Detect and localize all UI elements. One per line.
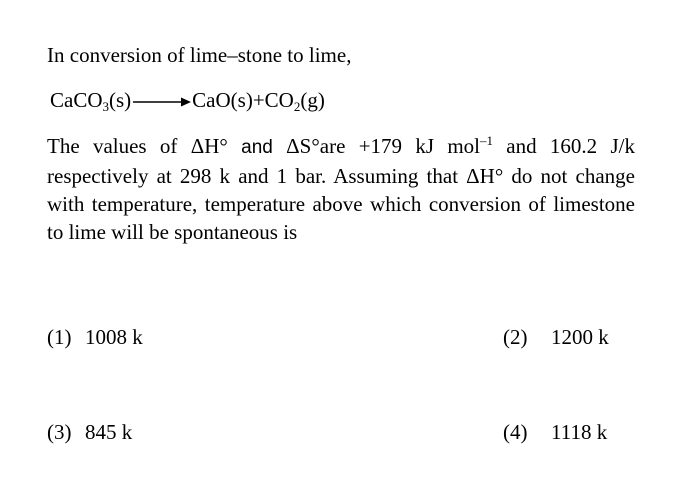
question-part2: ΔS°are +179 kJ mol xyxy=(286,134,480,158)
reaction-arrow-icon xyxy=(133,96,191,108)
product-subscript: 2 xyxy=(293,99,301,114)
question-intro: In conversion of lime–stone to lime, xyxy=(47,43,352,67)
chemical-equation xyxy=(50,87,325,113)
question-exponent: –1 xyxy=(480,133,493,148)
option-4[interactable] xyxy=(503,419,607,445)
option-2-value: 1200 k xyxy=(551,325,609,349)
question-part3: and 160.2 J/k respectively at 298 k and 1 bar. Assuming that ΔH° do not change with temperature, temperature above which conversion of limestone to lime will be spontaneous is xyxy=(47,134,636,244)
question-and: and xyxy=(227,137,287,158)
option-4-number: (4) xyxy=(503,420,528,444)
question-text xyxy=(47,132,635,246)
option-4-value: 1118 k xyxy=(551,420,608,444)
option-1-value: 1008 k xyxy=(85,325,143,349)
reactant-state: (s) xyxy=(109,88,132,112)
option-3-value: 845 k xyxy=(85,420,133,444)
option-3-number: (3) xyxy=(47,420,72,444)
product-formula: CaO(s)+CO xyxy=(192,88,294,112)
reactant-formula: CaCO xyxy=(50,88,103,112)
option-2[interactable] xyxy=(503,324,609,350)
question-part1: The values of ΔH° xyxy=(47,134,228,158)
option-1-number: (1) xyxy=(47,325,72,349)
product-state: (g) xyxy=(300,88,325,112)
reactant-subscript: 3 xyxy=(102,99,109,114)
option-3[interactable] xyxy=(47,419,132,445)
option-2-number: (2) xyxy=(503,325,528,349)
option-1[interactable] xyxy=(47,324,143,350)
